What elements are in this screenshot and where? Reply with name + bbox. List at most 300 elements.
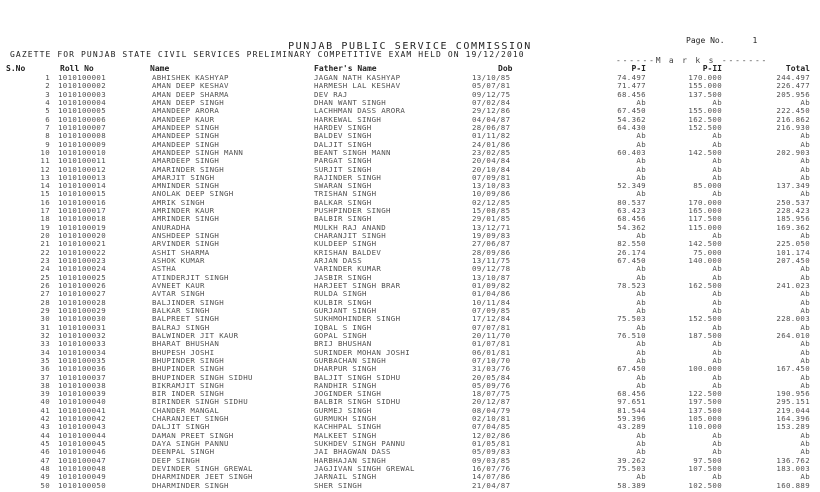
paper-1-marks: 76.510 xyxy=(617,330,646,340)
candidate-name: AVNEET KAUR xyxy=(152,281,205,290)
candidate-name: ANSHDEEP SINGH xyxy=(152,231,220,241)
total-marks: 190.956 xyxy=(776,389,810,399)
serial-number: 3 xyxy=(45,89,50,99)
date-of-birth: 09/12/75 xyxy=(472,89,511,99)
serial-number: 50 xyxy=(40,480,50,490)
date-of-birth: 13/11/75 xyxy=(472,256,511,266)
serial-number: 16 xyxy=(40,197,50,207)
serial-number: 5 xyxy=(45,106,50,116)
gazette-heading: GAZETTE FOR PUNJAB STATE CIVIL SERVICES PRELIMINARY COMPETITIVE EXAM HELD ON 19/12/2010 xyxy=(10,50,525,59)
candidate-name: BHUPINDER SINGH SIDHU xyxy=(152,372,253,382)
date-of-birth: 20/12/87 xyxy=(472,397,511,407)
candidate-name: BALJINDER SINGH xyxy=(152,297,224,307)
serial-number: 43 xyxy=(40,422,50,432)
header-paper-1: P-I xyxy=(631,64,646,73)
header-fathers-name: Father's Name xyxy=(314,64,377,73)
paper-2-marks: 100.000 xyxy=(688,364,722,374)
date-of-birth: 07/04/85 xyxy=(472,422,511,432)
fathers-name: KULDEEP SINGH xyxy=(314,239,377,249)
candidate-name: AMNINDER SINGH xyxy=(152,181,220,191)
roll-number: 1010100021 xyxy=(58,239,106,249)
roll-number: 1010100030 xyxy=(58,314,106,324)
paper-2-marks: Ab xyxy=(712,272,722,282)
serial-number: 35 xyxy=(40,355,50,365)
serial-number: 18 xyxy=(40,214,50,224)
roll-number: 1010100038 xyxy=(58,380,106,390)
candidate-name: ASHOK KUMAR xyxy=(152,256,205,266)
roll-number: 1010100023 xyxy=(58,256,106,266)
serial-number: 48 xyxy=(40,464,50,474)
paper-2-marks: 165.000 xyxy=(688,206,722,216)
paper-1-marks: Ab xyxy=(636,472,646,482)
roll-number: 1010100032 xyxy=(58,330,106,340)
fathers-name: SURJIT SINGH xyxy=(314,164,372,174)
paper-1-marks: 97.651 xyxy=(617,397,646,407)
date-of-birth: 13/10/87 xyxy=(472,272,511,282)
candidate-name: ASHIT SHARMA xyxy=(152,247,210,257)
roll-number: 1010100039 xyxy=(58,389,106,399)
fathers-name: BALDEV SINGH xyxy=(314,131,372,141)
fathers-name: KULBIR SINGH xyxy=(314,297,372,307)
total-marks: 216.930 xyxy=(776,122,810,132)
roll-number: 1010100047 xyxy=(58,455,106,465)
roll-number: 1010100001 xyxy=(58,73,106,82)
paper-1-marks: Ab xyxy=(636,439,646,449)
paper-1-marks: 78.523 xyxy=(617,281,646,290)
paper-1-marks: Ab xyxy=(636,231,646,241)
candidate-name: ANOLAK DEEP SINGH xyxy=(152,189,234,199)
fathers-name: GOPAL SINGH xyxy=(314,330,367,340)
paper-2-marks: Ab xyxy=(712,347,722,357)
candidate-name: BALKAR SINGH xyxy=(152,305,210,315)
date-of-birth: 01/11/82 xyxy=(472,131,511,141)
total-marks: Ab xyxy=(800,264,810,274)
serial-number: 2 xyxy=(45,81,50,91)
paper-2-marks: 152.500 xyxy=(688,122,722,132)
total-marks: Ab xyxy=(800,297,810,307)
roll-number: 1010100012 xyxy=(58,164,106,174)
paper-1-marks: 82.550 xyxy=(617,239,646,249)
total-marks: 137.349 xyxy=(776,181,810,191)
candidate-name: BIRINDER SINGH SIDHU xyxy=(152,397,248,407)
fathers-name: MULKH RAJ ANAND xyxy=(314,222,386,232)
date-of-birth: 10/11/84 xyxy=(472,297,511,307)
paper-2-marks: 110.000 xyxy=(688,422,722,432)
serial-number: 14 xyxy=(40,181,50,191)
serial-number: 39 xyxy=(40,389,50,399)
fathers-name: DALJIT SINGH xyxy=(314,139,372,149)
roll-number: 1010100002 xyxy=(58,81,106,91)
date-of-birth: 29/01/85 xyxy=(472,214,511,224)
serial-number: 26 xyxy=(40,281,50,290)
paper-1-marks: 71.477 xyxy=(617,81,646,91)
serial-number: 31 xyxy=(40,322,50,332)
paper-1-marks: 39.262 xyxy=(617,455,646,465)
date-of-birth: 24/01/86 xyxy=(472,139,511,149)
serial-number: 21 xyxy=(40,239,50,249)
paper-2-marks: 140.000 xyxy=(688,256,722,266)
fathers-name: DHARPUR SINGH xyxy=(314,364,377,374)
paper-1-marks: 60.403 xyxy=(617,147,646,157)
total-marks: 164.396 xyxy=(776,414,810,424)
serial-number: 15 xyxy=(40,189,50,199)
candidate-name: AMAN DEEP SHARMA xyxy=(152,89,229,99)
fathers-name: GURJANT SINGH xyxy=(314,305,377,315)
roll-number: 1010100007 xyxy=(58,122,106,132)
candidate-name: ABHISHEK KASHYAP xyxy=(152,73,229,82)
marks-group-header: ------M a r k s ------- xyxy=(616,56,769,65)
paper-2-marks: Ab xyxy=(712,305,722,315)
fathers-name: GURMUKH SINGH xyxy=(314,414,377,424)
serial-number: 19 xyxy=(40,222,50,232)
paper-1-marks: 75.503 xyxy=(617,464,646,474)
paper-2-marks: Ab xyxy=(712,139,722,149)
candidate-name: DHARMINDER SINGH xyxy=(152,480,229,490)
total-marks: 202.903 xyxy=(776,147,810,157)
total-marks: 295.151 xyxy=(776,397,810,407)
serial-number: 49 xyxy=(40,472,50,482)
total-marks: 216.862 xyxy=(776,114,810,124)
date-of-birth: 09/03/85 xyxy=(472,455,511,465)
page-title: PUNJAB PUBLIC SERVICE COMMISSION xyxy=(288,41,532,52)
fathers-name: BALKAR SINGH xyxy=(314,197,372,207)
candidate-name: AMAN DEEP SINGH xyxy=(152,97,224,107)
serial-number: 45 xyxy=(40,439,50,449)
roll-number: 1010100003 xyxy=(58,89,106,99)
fathers-name: HARDEV SINGH xyxy=(314,122,372,132)
header-name: Name xyxy=(150,64,170,73)
paper-2-marks: 137.500 xyxy=(688,405,722,415)
total-marks: Ab xyxy=(800,339,810,349)
roll-number: 1010100017 xyxy=(58,206,106,216)
paper-1-marks: 58.389 xyxy=(617,480,646,490)
paper-2-marks: 122.500 xyxy=(688,389,722,399)
candidate-name: BHUPINDER SINGH xyxy=(152,364,224,374)
fathers-name: HARKEWAL SINGH xyxy=(314,114,382,124)
fathers-name: PARGAT SINGH xyxy=(314,156,372,166)
candidate-name: DAYA SINGH PANNU xyxy=(152,439,229,449)
total-marks: Ab xyxy=(800,430,810,440)
paper-1-marks: Ab xyxy=(636,380,646,390)
date-of-birth: 13/10/85 xyxy=(472,73,511,82)
date-of-birth: 20/04/84 xyxy=(472,156,511,166)
date-of-birth: 07/09/81 xyxy=(472,172,511,182)
date-of-birth: 10/09/86 xyxy=(472,189,511,199)
date-of-birth: 01/07/81 xyxy=(472,339,511,349)
fathers-name: GURBACHAN SINGH xyxy=(314,355,386,365)
paper-1-marks: Ab xyxy=(636,447,646,457)
fathers-name: SWARAN SINGH xyxy=(314,181,372,191)
paper-1-marks: 75.503 xyxy=(617,314,646,324)
serial-number: 46 xyxy=(40,447,50,457)
paper-1-marks: Ab xyxy=(636,131,646,141)
date-of-birth: 07/07/81 xyxy=(472,322,511,332)
paper-2-marks: Ab xyxy=(712,355,722,365)
total-marks: Ab xyxy=(800,305,810,315)
date-of-birth: 01/05/81 xyxy=(472,439,511,449)
date-of-birth: 19/09/83 xyxy=(472,231,511,241)
candidate-name: DEEP SINGH xyxy=(152,455,200,465)
paper-2-marks: 152.500 xyxy=(688,314,722,324)
paper-2-marks: Ab xyxy=(712,189,722,199)
total-marks: Ab xyxy=(800,372,810,382)
candidate-name: AMANDEEP SINGH xyxy=(152,139,220,149)
candidate-name: DHARMINDER JEET SINGH xyxy=(152,472,253,482)
fathers-name: CHARANJIT SINGH xyxy=(314,231,386,241)
total-marks: 160.889 xyxy=(776,480,810,490)
paper-1-marks: 67.450 xyxy=(617,106,646,116)
paper-2-marks: Ab xyxy=(712,447,722,457)
serial-number: 38 xyxy=(40,380,50,390)
paper-1-marks: 54.362 xyxy=(617,222,646,232)
paper-2-marks: 162.500 xyxy=(688,281,722,290)
total-marks: 101.174 xyxy=(776,247,810,257)
roll-number: 1010100049 xyxy=(58,472,106,482)
paper-1-marks: 52.349 xyxy=(617,181,646,191)
roll-number: 1010100020 xyxy=(58,231,106,241)
total-marks: 264.010 xyxy=(776,330,810,340)
roll-number: 1010100005 xyxy=(58,106,106,116)
fathers-name: HARMESH LAL KESHAV xyxy=(314,81,401,91)
paper-1-marks: Ab xyxy=(636,97,646,107)
total-marks: Ab xyxy=(800,156,810,166)
paper-1-marks: Ab xyxy=(636,189,646,199)
paper-1-marks: Ab xyxy=(636,289,646,299)
fathers-name: GURMEJ SINGH xyxy=(314,405,372,415)
serial-number: 7 xyxy=(45,122,50,132)
serial-number: 30 xyxy=(40,314,50,324)
serial-number: 28 xyxy=(40,297,50,307)
fathers-name: IQBAL S INGH xyxy=(314,322,372,332)
paper-2-marks: 170.000 xyxy=(688,197,722,207)
paper-2-marks: Ab xyxy=(712,439,722,449)
paper-2-marks: 107.500 xyxy=(688,464,722,474)
total-marks: 183.003 xyxy=(776,464,810,474)
total-marks: 244.497 xyxy=(776,73,810,82)
roll-number: 1010100026 xyxy=(58,281,106,290)
roll-number: 1010100013 xyxy=(58,172,106,182)
paper-1-marks: Ab xyxy=(636,164,646,174)
paper-2-marks: 197.500 xyxy=(688,397,722,407)
fathers-name: SUKHDEV SINGH PANNU xyxy=(314,439,406,449)
serial-number: 25 xyxy=(40,272,50,282)
header-roll-no: Roll No xyxy=(60,64,94,73)
fathers-name: RAJINDER SINGH xyxy=(314,172,382,182)
roll-number: 1010100024 xyxy=(58,264,106,274)
serial-number: 20 xyxy=(40,231,50,241)
candidate-name: AMRINDER SINGH xyxy=(152,214,220,224)
serial-number: 41 xyxy=(40,405,50,415)
paper-2-marks: Ab xyxy=(712,339,722,349)
candidate-name: DEENPAL SINGH xyxy=(152,447,215,457)
date-of-birth: 02/10/81 xyxy=(472,414,511,424)
header-total: Total xyxy=(785,64,810,73)
roll-number: 1010100011 xyxy=(58,156,106,166)
candidate-name: AMANDEEP SINGH xyxy=(152,122,220,132)
paper-2-marks: 137.500 xyxy=(688,89,722,99)
paper-2-marks: 155.000 xyxy=(688,106,722,116)
candidate-name: DAMAN PREET SINGH xyxy=(152,430,234,440)
total-marks: Ab xyxy=(800,447,810,457)
paper-1-marks: Ab xyxy=(636,272,646,282)
header-dob: Dob xyxy=(498,64,513,73)
date-of-birth: 23/02/85 xyxy=(472,147,511,157)
paper-2-marks: 115.000 xyxy=(688,222,722,232)
paper-2-marks: Ab xyxy=(712,472,722,482)
total-marks: Ab xyxy=(800,347,810,357)
date-of-birth: 07/10/70 xyxy=(472,355,511,365)
table-row xyxy=(0,481,820,491)
candidate-name: AMARDEEP SINGH xyxy=(152,156,220,166)
total-marks: 241.023 xyxy=(776,281,810,290)
candidate-name: BALPREET SINGH xyxy=(152,314,220,324)
date-of-birth: 18/07/75 xyxy=(472,389,511,399)
paper-1-marks: 67.450 xyxy=(617,256,646,266)
serial-number: 8 xyxy=(45,131,50,141)
date-of-birth: 20/10/84 xyxy=(472,164,511,174)
serial-number: 23 xyxy=(40,256,50,266)
paper-2-marks: Ab xyxy=(712,164,722,174)
candidate-name: ANURADHA xyxy=(152,222,191,232)
roll-number: 1010100043 xyxy=(58,422,106,432)
paper-2-marks: Ab xyxy=(712,172,722,182)
fathers-name: MALKEET SINGH xyxy=(314,430,377,440)
serial-number: 12 xyxy=(40,164,50,174)
serial-number: 34 xyxy=(40,347,50,357)
candidate-name: AMARINDER SINGH xyxy=(152,164,224,174)
total-marks: Ab xyxy=(800,189,810,199)
paper-2-marks: 75.000 xyxy=(693,247,722,257)
date-of-birth: 02/12/85 xyxy=(472,197,511,207)
paper-1-marks: Ab xyxy=(636,339,646,349)
fathers-name: ARJAN DASS xyxy=(314,256,362,266)
paper-2-marks: Ab xyxy=(712,380,722,390)
total-marks: 207.450 xyxy=(776,256,810,266)
serial-number: 10 xyxy=(40,147,50,157)
candidate-name: BIR INDER SINGH xyxy=(152,389,224,399)
total-marks: Ab xyxy=(800,289,810,299)
serial-number: 11 xyxy=(40,156,50,166)
paper-1-marks: Ab xyxy=(636,297,646,307)
fathers-name: DHAN WANT SINGH xyxy=(314,97,386,107)
paper-2-marks: Ab xyxy=(712,231,722,241)
total-marks: 185.956 xyxy=(776,214,810,224)
date-of-birth: 01/09/82 xyxy=(472,281,511,290)
page-label: Page No. xyxy=(686,36,725,45)
paper-2-marks: 102.500 xyxy=(688,480,722,490)
date-of-birth: 28/09/86 xyxy=(472,247,511,257)
paper-2-marks: 187.500 xyxy=(688,330,722,340)
serial-number: 33 xyxy=(40,339,50,349)
serial-number: 17 xyxy=(40,206,50,216)
candidate-name: BHUPINDER SINGH xyxy=(152,355,224,365)
paper-1-marks: 80.537 xyxy=(617,197,646,207)
roll-number: 1010100019 xyxy=(58,222,106,232)
serial-number: 4 xyxy=(45,97,50,107)
paper-1-marks: 64.430 xyxy=(617,122,646,132)
paper-2-marks: 105.000 xyxy=(688,414,722,424)
fathers-name: HARBHAJAN SINGH xyxy=(314,455,386,465)
candidate-name: BIKRAMJIT SINGH xyxy=(152,380,224,390)
date-of-birth: 01/04/86 xyxy=(472,289,511,299)
serial-number: 36 xyxy=(40,364,50,374)
date-of-birth: 28/06/87 xyxy=(472,122,511,132)
paper-2-marks: Ab xyxy=(712,156,722,166)
fathers-name: PUSHPINDER SINGH xyxy=(314,206,391,216)
roll-number: 1010100025 xyxy=(58,272,106,282)
total-marks: Ab xyxy=(800,472,810,482)
paper-1-marks: Ab xyxy=(636,172,646,182)
serial-number: 9 xyxy=(45,139,50,149)
fathers-name: JASBIR SINGH xyxy=(314,272,372,282)
total-marks: 228.003 xyxy=(776,314,810,324)
paper-2-marks: 170.000 xyxy=(688,73,722,82)
paper-1-marks: 43.289 xyxy=(617,422,646,432)
fathers-name: HARJEET SINGH BRAR xyxy=(314,281,401,290)
candidate-name: AVTAR SINGH xyxy=(152,289,205,299)
total-marks: 169.362 xyxy=(776,222,810,232)
candidate-name: CHARANJEET SINGH xyxy=(152,414,229,424)
serial-number: 13 xyxy=(40,172,50,182)
candidate-name: AMARJIT SINGH xyxy=(152,172,215,182)
roll-number: 1010100014 xyxy=(58,181,106,191)
paper-1-marks: Ab xyxy=(636,347,646,357)
candidate-name: ARVINDER SINGH xyxy=(152,239,220,249)
fathers-name: RULDA SINGH xyxy=(314,289,367,299)
serial-number: 22 xyxy=(40,247,50,257)
roll-number: 1010100042 xyxy=(58,414,106,424)
roll-number: 1010100033 xyxy=(58,339,106,349)
candidate-name: ATINDERJIT SINGH xyxy=(152,272,229,282)
date-of-birth: 14/07/86 xyxy=(472,472,511,482)
candidate-name: AMAN DEEP KESHAV xyxy=(152,81,229,91)
roll-number: 1010100048 xyxy=(58,464,106,474)
fathers-name: SHER SINGH xyxy=(314,480,362,490)
paper-2-marks: Ab xyxy=(712,322,722,332)
date-of-birth: 04/04/87 xyxy=(472,114,511,124)
paper-1-marks: Ab xyxy=(636,156,646,166)
total-marks: Ab xyxy=(800,272,810,282)
paper-1-marks: Ab xyxy=(636,372,646,382)
total-marks: Ab xyxy=(800,172,810,182)
roll-number: 1010100027 xyxy=(58,289,106,299)
roll-number: 1010100022 xyxy=(58,247,106,257)
paper-1-marks: Ab xyxy=(636,430,646,440)
candidate-name: BALRAJ SINGH xyxy=(152,322,210,332)
paper-2-marks: 142.500 xyxy=(688,147,722,157)
header-sno: S.No xyxy=(6,64,26,73)
roll-number: 1010100045 xyxy=(58,439,106,449)
fathers-name: BALBIR SINGH SIDHU xyxy=(314,397,401,407)
total-marks: Ab xyxy=(800,231,810,241)
date-of-birth: 05/09/76 xyxy=(472,380,511,390)
fathers-name: KACHHPAL SINGH xyxy=(314,422,382,432)
total-marks: 222.450 xyxy=(776,106,810,116)
roll-number: 1010100015 xyxy=(58,189,106,199)
paper-1-marks: 54.362 xyxy=(617,114,646,124)
date-of-birth: 07/09/85 xyxy=(472,305,511,315)
total-marks: Ab xyxy=(800,322,810,332)
total-marks: 226.477 xyxy=(776,81,810,91)
date-of-birth: 05/09/83 xyxy=(472,447,511,457)
date-of-birth: 06/01/81 xyxy=(472,347,511,357)
roll-number: 1010100036 xyxy=(58,364,106,374)
roll-number: 1010100035 xyxy=(58,355,106,365)
candidate-name: AMRINDER KAUR xyxy=(152,206,215,216)
fathers-name: VARINDER KUMAR xyxy=(314,264,382,274)
candidate-name: ASTHA xyxy=(152,264,176,274)
roll-number: 1010100018 xyxy=(58,214,106,224)
